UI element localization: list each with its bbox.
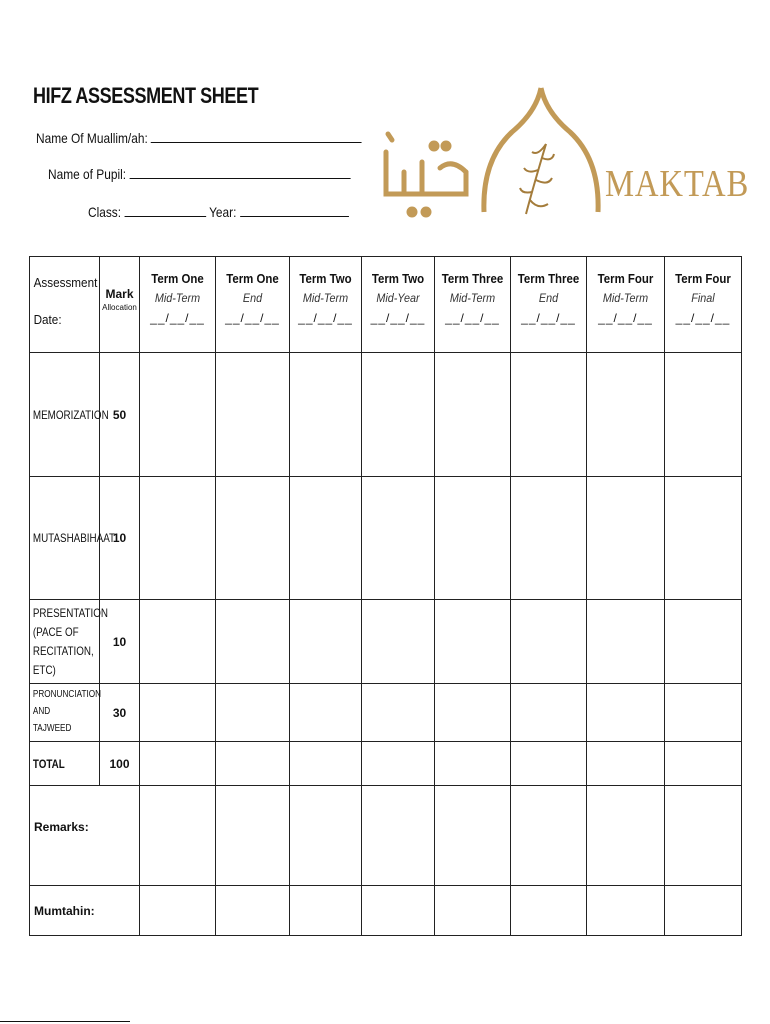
remarks-cell[interactable] bbox=[140, 786, 216, 886]
term-name: Term Three bbox=[517, 271, 580, 286]
term-date-blank[interactable]: __/__/__ bbox=[598, 311, 653, 325]
muallim-field[interactable] bbox=[36, 130, 362, 146]
score-cell[interactable] bbox=[216, 477, 290, 600]
score-cell[interactable] bbox=[140, 684, 216, 742]
term-sub: Final bbox=[691, 291, 715, 305]
term-header bbox=[511, 257, 587, 353]
term-header bbox=[290, 257, 362, 353]
score-cell[interactable] bbox=[290, 600, 362, 684]
term-name: Term Four bbox=[675, 271, 731, 286]
row-label: PRONUNCIATION AND TAJWEED bbox=[30, 684, 87, 742]
muallim-label: Name Of Muallim/ah: bbox=[36, 130, 148, 146]
table-row bbox=[30, 600, 742, 684]
assessment-label: Assessment bbox=[33, 275, 98, 290]
footer-rule bbox=[0, 1021, 130, 1022]
remarks-row bbox=[30, 786, 742, 886]
maktab-emblem-icon bbox=[378, 84, 738, 234]
row-mark: 10 bbox=[100, 600, 140, 684]
score-cell[interactable] bbox=[140, 600, 216, 684]
score-cell[interactable] bbox=[587, 742, 665, 786]
total-row bbox=[30, 742, 742, 786]
term-date-blank[interactable]: __/__/__ bbox=[225, 311, 280, 325]
muallim-blank[interactable] bbox=[151, 130, 362, 143]
score-cell[interactable] bbox=[216, 600, 290, 684]
row-mark: 30 bbox=[100, 684, 140, 742]
signature-cell[interactable] bbox=[362, 886, 435, 936]
score-cell[interactable] bbox=[665, 477, 742, 600]
score-cell[interactable] bbox=[140, 353, 216, 477]
score-cell[interactable] bbox=[587, 684, 665, 742]
year-label: Year: bbox=[209, 204, 237, 220]
term-name: Term Two bbox=[299, 271, 352, 286]
term-name: Term Four bbox=[597, 271, 654, 286]
score-cell[interactable] bbox=[587, 353, 665, 477]
mumtahin-row bbox=[30, 886, 742, 936]
page-title: HIFZ ASSESSMENT SHEET bbox=[33, 83, 259, 108]
term-header bbox=[140, 257, 216, 353]
term-date-blank[interactable]: __/__/__ bbox=[370, 311, 426, 325]
score-cell[interactable] bbox=[435, 353, 511, 477]
score-cell[interactable] bbox=[290, 353, 362, 477]
pupil-field[interactable] bbox=[48, 166, 350, 182]
term-sub: End bbox=[538, 291, 559, 305]
pupil-blank[interactable] bbox=[129, 166, 350, 179]
signature-cell[interactable] bbox=[290, 886, 362, 936]
term-sub: Mid-Year bbox=[376, 291, 420, 305]
row-label: MUTASHABIHAAT bbox=[30, 477, 87, 600]
remarks-cell[interactable] bbox=[290, 786, 362, 886]
class-year-field[interactable] bbox=[88, 204, 349, 220]
score-cell[interactable] bbox=[140, 477, 216, 600]
remarks-cell[interactable] bbox=[435, 786, 511, 886]
score-cell[interactable] bbox=[435, 684, 511, 742]
term-sub: End bbox=[242, 291, 263, 305]
signature-cell[interactable] bbox=[435, 886, 511, 936]
score-cell[interactable] bbox=[511, 600, 587, 684]
score-cell[interactable] bbox=[290, 684, 362, 742]
term-header bbox=[587, 257, 665, 353]
score-cell[interactable] bbox=[587, 477, 665, 600]
score-cell[interactable] bbox=[362, 600, 435, 684]
signature-cell[interactable] bbox=[140, 886, 216, 936]
score-cell[interactable] bbox=[290, 742, 362, 786]
remarks-cell[interactable] bbox=[587, 786, 665, 886]
term-sub: Mid-Term bbox=[449, 291, 496, 305]
term-name: Term One bbox=[151, 271, 204, 286]
score-cell[interactable] bbox=[665, 684, 742, 742]
score-cell[interactable] bbox=[665, 353, 742, 477]
remarks-cell[interactable] bbox=[511, 786, 587, 886]
score-cell[interactable] bbox=[216, 742, 290, 786]
score-cell[interactable] bbox=[665, 600, 742, 684]
term-name: Term Three bbox=[441, 271, 504, 286]
score-cell[interactable] bbox=[511, 742, 587, 786]
header-row bbox=[30, 257, 742, 353]
score-cell[interactable] bbox=[435, 742, 511, 786]
table-row bbox=[30, 477, 742, 600]
score-cell[interactable] bbox=[511, 477, 587, 600]
score-cell[interactable] bbox=[362, 353, 435, 477]
term-header bbox=[665, 257, 742, 353]
term-header bbox=[216, 257, 290, 353]
maktab-brand-text: MAKTAB bbox=[605, 163, 750, 205]
score-cell[interactable] bbox=[362, 684, 435, 742]
score-cell[interactable] bbox=[511, 684, 587, 742]
term-date-blank[interactable]: __/__/__ bbox=[675, 311, 731, 325]
score-cell[interactable] bbox=[511, 353, 587, 477]
score-cell[interactable] bbox=[362, 742, 435, 786]
term-header bbox=[362, 257, 435, 353]
signature-cell[interactable] bbox=[216, 886, 290, 936]
score-cell[interactable] bbox=[290, 477, 362, 600]
assessment-header-cell bbox=[30, 257, 100, 353]
score-cell[interactable] bbox=[435, 600, 511, 684]
row-mark: 10 bbox=[100, 477, 140, 600]
row-label: MEMORIZATION bbox=[30, 353, 87, 477]
mark-header-cell bbox=[100, 257, 140, 353]
mumtahin-label: Mumtahin: bbox=[30, 886, 140, 936]
term-sub: Mid-Term bbox=[602, 291, 649, 305]
score-cell[interactable] bbox=[435, 477, 511, 600]
term-sub: Mid-Term bbox=[302, 291, 349, 305]
signature-cell[interactable] bbox=[587, 886, 665, 936]
class-label: Class: bbox=[88, 204, 122, 220]
class-blank[interactable] bbox=[124, 204, 206, 217]
table-row bbox=[30, 684, 742, 742]
term-date-blank[interactable]: __/__/__ bbox=[445, 311, 500, 325]
score-cell[interactable] bbox=[362, 477, 435, 600]
remarks-cell[interactable] bbox=[216, 786, 290, 886]
term-name: Term Two bbox=[371, 271, 425, 286]
pupil-label: Name of Pupil: bbox=[48, 166, 127, 182]
mark-label: Mark bbox=[105, 287, 134, 301]
score-cell[interactable] bbox=[216, 353, 290, 477]
date-label: Date: bbox=[33, 312, 62, 327]
term-date-blank[interactable]: __/__/__ bbox=[298, 311, 353, 325]
score-cell[interactable] bbox=[665, 742, 742, 786]
score-cell[interactable] bbox=[587, 600, 665, 684]
term-name: Term One bbox=[226, 271, 279, 286]
term-date-blank[interactable]: __/__/__ bbox=[150, 311, 205, 325]
maktab-logo bbox=[378, 84, 750, 234]
score-cell[interactable] bbox=[140, 742, 216, 786]
term-sub: Mid-Term bbox=[154, 291, 201, 305]
term-header bbox=[435, 257, 511, 353]
term-date-blank[interactable]: __/__/__ bbox=[521, 311, 576, 325]
remarks-cell[interactable] bbox=[665, 786, 742, 886]
total-label: TOTAL bbox=[30, 742, 87, 786]
year-blank[interactable] bbox=[240, 204, 349, 217]
signature-cell[interactable] bbox=[511, 886, 587, 936]
score-cell[interactable] bbox=[216, 684, 290, 742]
allocation-label: Allocation bbox=[102, 303, 137, 312]
row-mark: 50 bbox=[100, 353, 140, 477]
row-label: PRESENTATION (PACE OF RECITATION, ETC) bbox=[30, 600, 87, 684]
signature-cell[interactable] bbox=[665, 886, 742, 936]
total-mark: 100 bbox=[100, 742, 140, 786]
remarks-label: Remarks: bbox=[30, 786, 140, 886]
table-row bbox=[30, 353, 742, 477]
assessment-table bbox=[29, 256, 742, 936]
remarks-cell[interactable] bbox=[362, 786, 435, 886]
